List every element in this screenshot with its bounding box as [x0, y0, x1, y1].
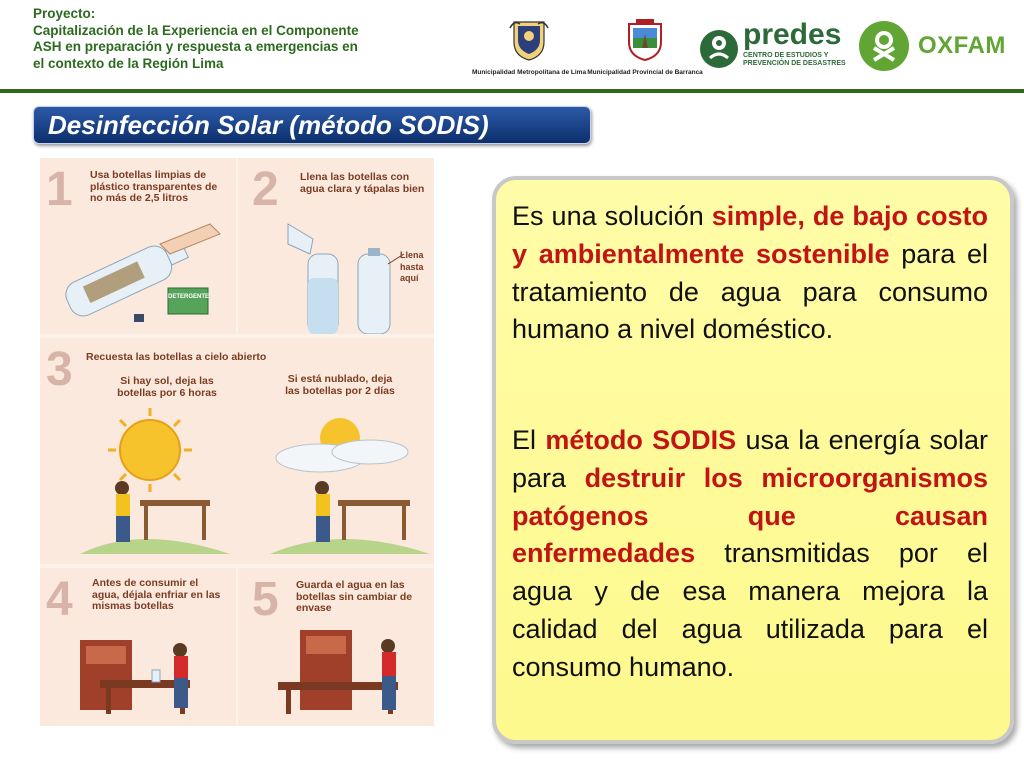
p2-intro: El	[512, 425, 546, 455]
predes-subtitle-line1: CENTRO DE ESTUDIOS Y	[743, 52, 829, 59]
p1-intro: Es una solución	[512, 201, 712, 231]
p1-rest: para el tratamiento de agua para consumo humano a nivel doméstico.	[512, 238, 988, 345]
solar-exposure-illustration	[40, 404, 434, 564]
sodis-description-box	[492, 176, 1014, 744]
step-5-panel	[238, 568, 434, 726]
slide-title-bar	[33, 106, 591, 144]
p2-highlight-effect: destruir los microorganismos patógenos que causan enfermedades	[512, 462, 988, 569]
muni-lima-logo	[470, 18, 588, 80]
project-title-line2: ASH en preparación y respuesta a emergencias en	[33, 39, 358, 54]
predes-wordmark: predes	[743, 18, 842, 51]
muni-lima-caption: Municipalidad Metropolitana de Lima	[471, 69, 587, 76]
project-title-line3: el contexto de la Región Lima	[33, 55, 224, 71]
sunny-note: Si hay sol, deja las botellas por 6 horas	[117, 375, 217, 399]
muni-barranca-caption: Municipalidad Provincial de Barranca	[587, 69, 703, 76]
slide-title: Desinfección Solar (método SODIS)	[48, 110, 489, 140]
description-paragraph-1	[512, 198, 988, 349]
cloudy-note: Si está nublado, deja las botellas por 2 días	[285, 373, 395, 397]
oxfam-emblem-icon	[858, 20, 910, 72]
p2-rest: transmitidas por el agua y de esa manera mejora la calidad del agua utilizada para el consumo humano.	[512, 538, 988, 682]
oxfam-wordmark: OXFAM	[918, 32, 1006, 59]
sodis-infographic	[40, 158, 434, 726]
coat-of-arms-icon	[508, 18, 550, 62]
project-title-line1: Capitalización de la Experiencia en el Componente	[33, 22, 359, 38]
step-1-text: Usa botellas limpias de plástico transparentes de no más de 2,5 litros	[90, 169, 218, 204]
step-5-text: Guarda el agua en las botellas sin cambiar de envase	[296, 579, 413, 614]
project-header	[33, 6, 433, 72]
step-3-number: 3	[46, 343, 73, 396]
bottle-wash-illustration	[40, 214, 236, 334]
barranca-shield-icon	[624, 18, 666, 62]
project-label: Proyecto:	[33, 6, 96, 21]
step-4-number: 4	[46, 573, 73, 626]
cooling-illustration	[40, 616, 236, 726]
description-paragraph-2	[512, 422, 988, 687]
step-5-number: 5	[252, 573, 279, 626]
detergent-label: DETERGENTE	[168, 294, 210, 300]
step-3-panel	[40, 338, 434, 564]
step-2-text: Llena las botellas con agua clara y tápalas bien	[300, 171, 425, 195]
step-4-text: Antes de consumir el agua, déjala enfriar en las mismas botellas	[92, 577, 221, 612]
p2-middle: usa la energía solar para	[512, 425, 988, 493]
sponsor-logos	[470, 18, 1020, 80]
step-2-panel	[238, 158, 434, 334]
header-divider	[0, 89, 1024, 93]
predes-subtitle-line2: PREVENCIÓN DE DESASTRES	[743, 60, 846, 67]
p2-highlight-method: método SODIS	[545, 425, 737, 455]
step-4-panel	[40, 568, 236, 726]
step-1-panel	[40, 158, 236, 334]
fill-note: Llena hasta aquí	[400, 250, 424, 283]
storage-illustration	[238, 616, 434, 726]
oxfam-logo	[858, 20, 1018, 72]
predes-subtitle	[743, 52, 846, 68]
p1-highlight: simple, de bajo costo y ambientalmente sostenible	[512, 201, 988, 269]
muni-barranca-logo	[586, 18, 704, 80]
step-1-number: 1	[46, 163, 73, 216]
predes-logo	[698, 20, 848, 78]
step-2-number: 2	[252, 163, 279, 216]
step-3-text: Recuesta las botellas a cielo abierto	[86, 351, 267, 363]
predes-emblem-icon	[698, 26, 740, 72]
